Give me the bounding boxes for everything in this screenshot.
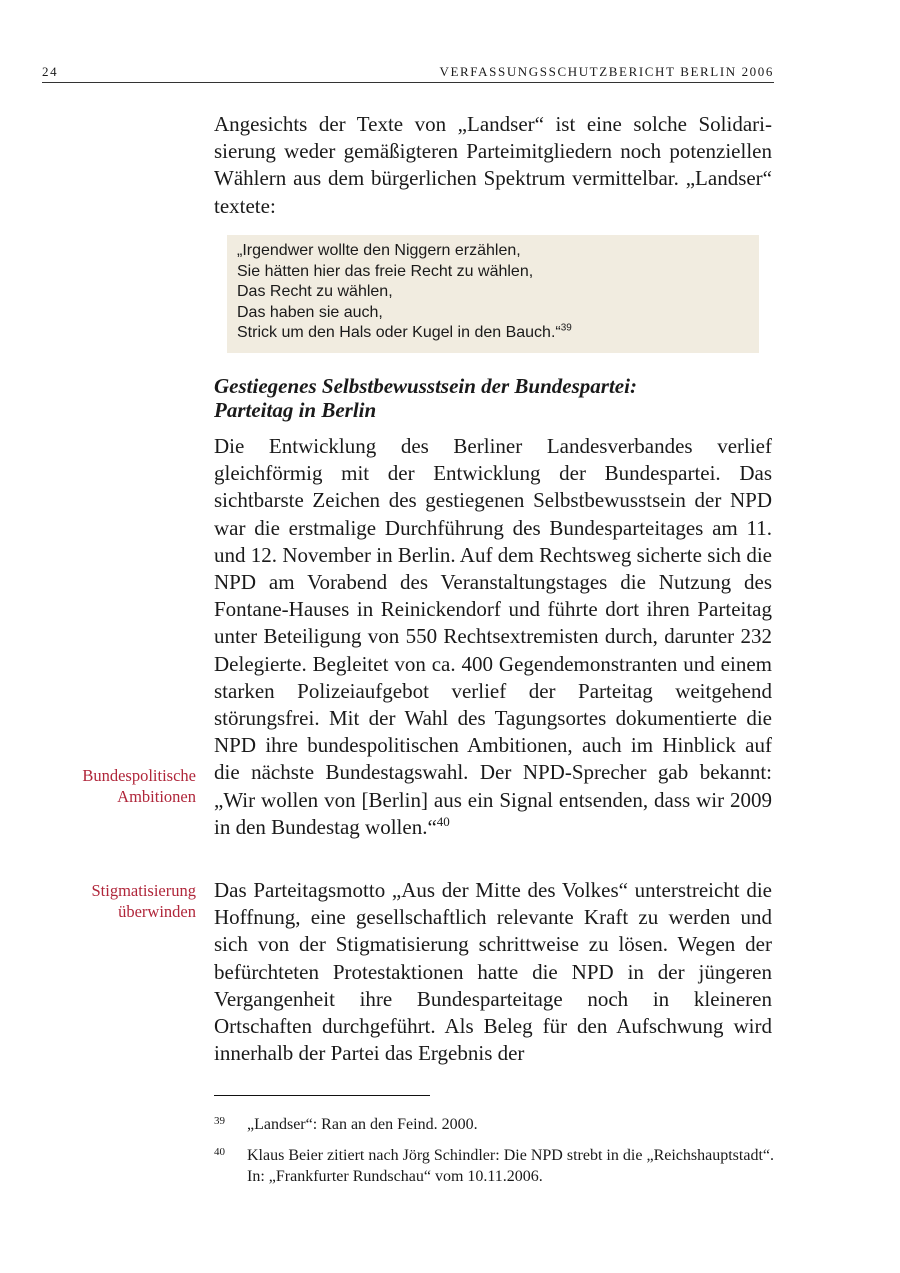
margin-note-line: Bundespolitische xyxy=(82,766,196,785)
quote-last-line-text: Strick um den Hals oder Kugel in den Bauch.“ xyxy=(237,324,561,342)
margin-note-ambitionen xyxy=(42,765,196,807)
footnote-ref-40[interactable]: 40 xyxy=(436,813,450,829)
paragraph-party-congress-text: Die Entwicklung des Berliner Landesverbandes verlief gleichförmig mit der Entwicklung der Bundespartei. Das sichtbarste Zeichen des gestiegenen Selbstbewusstsein der NPD war die erstmalige Durchführung des Bundesparteitages am 11. und 12. November in Berlin. Auf dem Rechtsweg sicherte sich die NPD am Vorabend des Veranstaltungstages die Nutzung des Fontane-Hauses in Reinickendorf und führte dort ihren Parteitag unter Beteiligung von 550 Rechtsextremisten durch, darunter 232 Delegierte. Begleitet von ca. 400 Gegendemonstranten und einem starken Polizeiaufgebot verlief der Parteitag weitgehend störungsfrei. Mit der Wahl des Tagungsortes dokumentierte die NPD ihre bundespolitischen Ambitionen, auch im Hinblick auf die nächste Bundestagswahl. Der NPD-Sprecher gab bekannt: „Wir wollen von [Berlin] aus ein Signal entsenden, dass wir 2009 in den Bundestag wollen.“ xyxy=(214,434,772,839)
page-header xyxy=(42,64,774,83)
quote-line: Das Recht zu wählen, xyxy=(237,283,393,301)
margin-note-stigmatisierung xyxy=(42,880,196,922)
section-heading xyxy=(214,374,774,422)
footnote-40 xyxy=(214,1146,774,1187)
footnote-number: 39 xyxy=(214,1115,225,1127)
section-heading-line2: Parteitag in Berlin xyxy=(214,398,377,422)
quote-line: Das haben sie auch, xyxy=(237,303,383,321)
footnote-number: 40 xyxy=(214,1146,225,1158)
margin-note-line: überwinden xyxy=(118,902,196,921)
margin-note-line: Ambitionen xyxy=(117,787,196,806)
section-heading-line1: Gestiegenes Selbstbewusstsein der Bundespartei: xyxy=(214,374,637,398)
page-number: 24 xyxy=(42,64,59,79)
quote-line: Sie hätten hier das freie Recht zu wählen, xyxy=(237,262,534,280)
paragraph-party-congress xyxy=(214,433,772,841)
footnote-text: Klaus Beier zitiert nach Jörg Schindler: Die NPD strebt in die „Reichshauptstadt“. In: „Frankfurter Rundschau“ vom 10.11.2006. xyxy=(247,1147,774,1185)
paragraph-motto: Das Parteitagsmotto „Aus der Mitte des Volkes“ unterstreicht die Hoffnung, eine gesellschaftlich relevante Kraft zu werden und sich von der Stigmatisierung schrittweise zu lösen. Wegen der befürchteten Protestaktionen hatte die NPD in der jüngeren Vergangenheit ihre Bundesparteitage noch in kleineren Ortschaften durchgeführt. Als Beleg für den Aufschwung wird innerhalb der Partei das Ergebnis der xyxy=(214,878,772,1066)
footnote-text: „Landser“: Ran an den Feind. 2000. xyxy=(247,1116,478,1133)
margin-note-line: Stigmatisierung xyxy=(91,881,196,900)
footnote-divider xyxy=(214,1095,430,1096)
footnote-39 xyxy=(214,1115,774,1136)
running-title: VERFASSUNGSSCHUTZBERICHT BERLIN 2006 xyxy=(439,64,774,79)
song-quote-box xyxy=(227,235,759,353)
quote-line xyxy=(237,323,749,344)
intro-paragraph: Angesichts der Texte von „Landser“ ist eine solche Solidarisierung weder gemäßigteren Parteimitgliedern noch potenziellen Wählern aus dem bürgerlichen Spektrum vermittelbar. „Landser“ textete: xyxy=(214,112,772,218)
footnote-ref-39[interactable]: 39 xyxy=(560,323,572,335)
quote-line: „Irgendwer wollte den Niggern erzählen, xyxy=(237,242,521,259)
